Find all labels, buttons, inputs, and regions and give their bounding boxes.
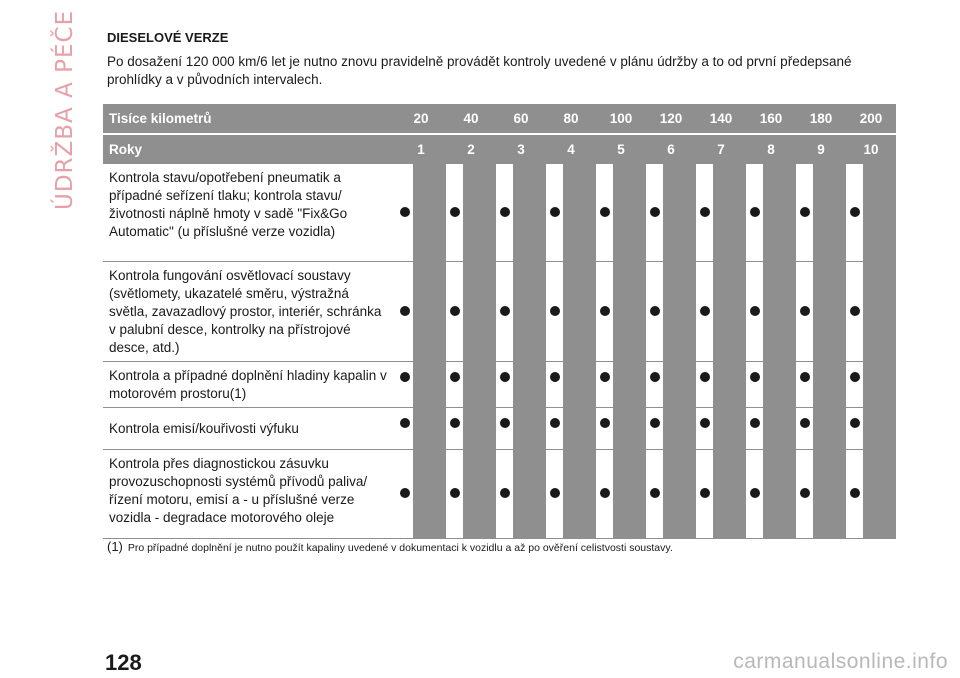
km-header-cell: 120 (646, 104, 696, 134)
scheduled-dot-icon (800, 306, 810, 316)
table-row (103, 361, 896, 407)
footnote-text: Pro případné doplnění je nutno použít kapaliny uvedené v dokumentaci k vozidlu a až po ověření celistvosti soustavy. (127, 542, 673, 554)
years-header-cell: 10 (846, 134, 896, 164)
scheduled-dot-icon (700, 372, 710, 382)
scheduled-dot-icon (650, 306, 660, 316)
years-header-cell: 7 (696, 134, 746, 164)
years-header-cell: 4 (546, 134, 596, 164)
km-header-cell: 200 (846, 104, 896, 134)
scheduled-dot-icon (700, 488, 710, 498)
years-header-cell: 3 (496, 134, 546, 164)
scheduled-dot-icon (650, 207, 660, 217)
section-side-title: ÚDRŽBA A PÉČE (52, 9, 78, 210)
scheduled-dot-icon (800, 372, 810, 382)
scheduled-dot-icon (850, 488, 860, 498)
km-header-cell: 100 (596, 104, 646, 134)
scheduled-dot-icon (400, 306, 410, 316)
scheduled-dot-icon (500, 488, 510, 498)
table-row (103, 449, 896, 538)
check-label: Kontrola emisí/kouřivosti výfuku (103, 407, 396, 449)
km-header-label: Tisíce kilometrů (103, 104, 396, 134)
scheduled-dot-icon (600, 488, 610, 498)
scheduled-dot-icon (500, 372, 510, 382)
scheduled-dot-icon (450, 488, 460, 498)
years-header-cell: 9 (796, 134, 846, 164)
check-label: Kontrola přes diagnostickou zásuvku provozuschopnosti systémů přívodů paliva/řízení motoru, emisí a - u příslušné verze vozidla - degradace motorového oleje (103, 449, 396, 538)
years-header-cell: 8 (746, 134, 796, 164)
footnote (107, 539, 673, 554)
scheduled-dot-icon (400, 418, 410, 428)
scheduled-dot-icon (450, 207, 460, 217)
years-header-label: Roky (103, 134, 396, 164)
km-header-cell: 80 (546, 104, 596, 134)
scheduled-dot-icon (550, 488, 560, 498)
scheduled-dot-icon (800, 418, 810, 428)
scheduled-dot-icon (400, 207, 410, 217)
table-row (103, 407, 896, 449)
scheduled-dot-icon (450, 306, 460, 316)
check-label: Kontrola fungování osvětlovací soustavy (světlomety, ukazatelé směru, výstražná světla, zavazadlový prostor, interiér, schránka v palubní desce, kontrolky na přístrojové desce, atd.) (103, 261, 396, 361)
km-header-row (103, 104, 896, 134)
scheduled-dot-icon (750, 418, 760, 428)
scheduled-dot-icon (800, 488, 810, 498)
scheduled-dot-icon (700, 418, 710, 428)
years-header-cell: 2 (446, 134, 496, 164)
intro-paragraph: Po dosažení 120 000 km/6 let je nutno znovu pravidelně provádět kontroly uvedené v plánu údržby a to od první předepsané prohlídky a v původních intervalech. (107, 54, 852, 87)
page-number: 128 (105, 650, 142, 675)
scheduled-dot-icon (850, 418, 860, 428)
scheduled-dot-icon (450, 418, 460, 428)
scheduled-dot-icon (750, 372, 760, 382)
scheduled-dot-icon (550, 207, 560, 217)
footnote-number: (1) (107, 539, 123, 554)
scheduled-dot-icon (750, 488, 760, 498)
scheduled-dot-icon (700, 207, 710, 217)
check-label: Kontrola a případné doplnění hladiny kapalin v motorovém prostoru(1) (103, 361, 396, 407)
scheduled-dot-icon (650, 418, 660, 428)
scheduled-dot-icon (450, 372, 460, 382)
check-label: Kontrola stavu/opotřebení pneumatik a případné seřízení tlaku; kontrola stavu/životnosti náplně hmoty v sadě "Fix&Go Automatic" (u příslušné verze vozidla) (103, 164, 396, 261)
years-header-cell: 5 (596, 134, 646, 164)
scheduled-dot-icon (650, 372, 660, 382)
table-row (103, 261, 896, 361)
table-row (103, 164, 896, 261)
scheduled-dot-icon (850, 372, 860, 382)
scheduled-dot-icon (500, 418, 510, 428)
km-header-cell: 140 (696, 104, 746, 134)
maintenance-schedule-table (103, 104, 896, 539)
km-header-cell: 20 (396, 104, 446, 134)
scheduled-dot-icon (850, 207, 860, 217)
years-header-cell: 6 (646, 134, 696, 164)
km-header-cell: 40 (446, 104, 496, 134)
scheduled-dot-icon (550, 372, 560, 382)
km-header-cell: 160 (746, 104, 796, 134)
scheduled-dot-icon (650, 488, 660, 498)
scheduled-dot-icon (600, 372, 610, 382)
scheduled-dot-icon (600, 418, 610, 428)
scheduled-dot-icon (750, 306, 760, 316)
scheduled-dot-icon (850, 306, 860, 316)
scheduled-dot-icon (700, 306, 710, 316)
scheduled-dot-icon (400, 488, 410, 498)
scheduled-dot-icon (550, 418, 560, 428)
scheduled-dot-icon (400, 372, 410, 382)
watermark: carmanualsonline.info (733, 650, 948, 673)
scheduled-dot-icon (750, 207, 760, 217)
section-heading: DIESELOVÉ VERZE (107, 30, 229, 45)
scheduled-dot-icon (550, 306, 560, 316)
scheduled-dot-icon (500, 207, 510, 217)
scheduled-dot-icon (600, 306, 610, 316)
years-header-cell: 1 (396, 134, 446, 164)
km-header-cell: 180 (796, 104, 846, 134)
scheduled-dot-icon (800, 207, 810, 217)
km-header-cell: 60 (496, 104, 546, 134)
scheduled-dot-icon (600, 207, 610, 217)
scheduled-dot-icon (500, 306, 510, 316)
years-header-row (103, 134, 896, 164)
